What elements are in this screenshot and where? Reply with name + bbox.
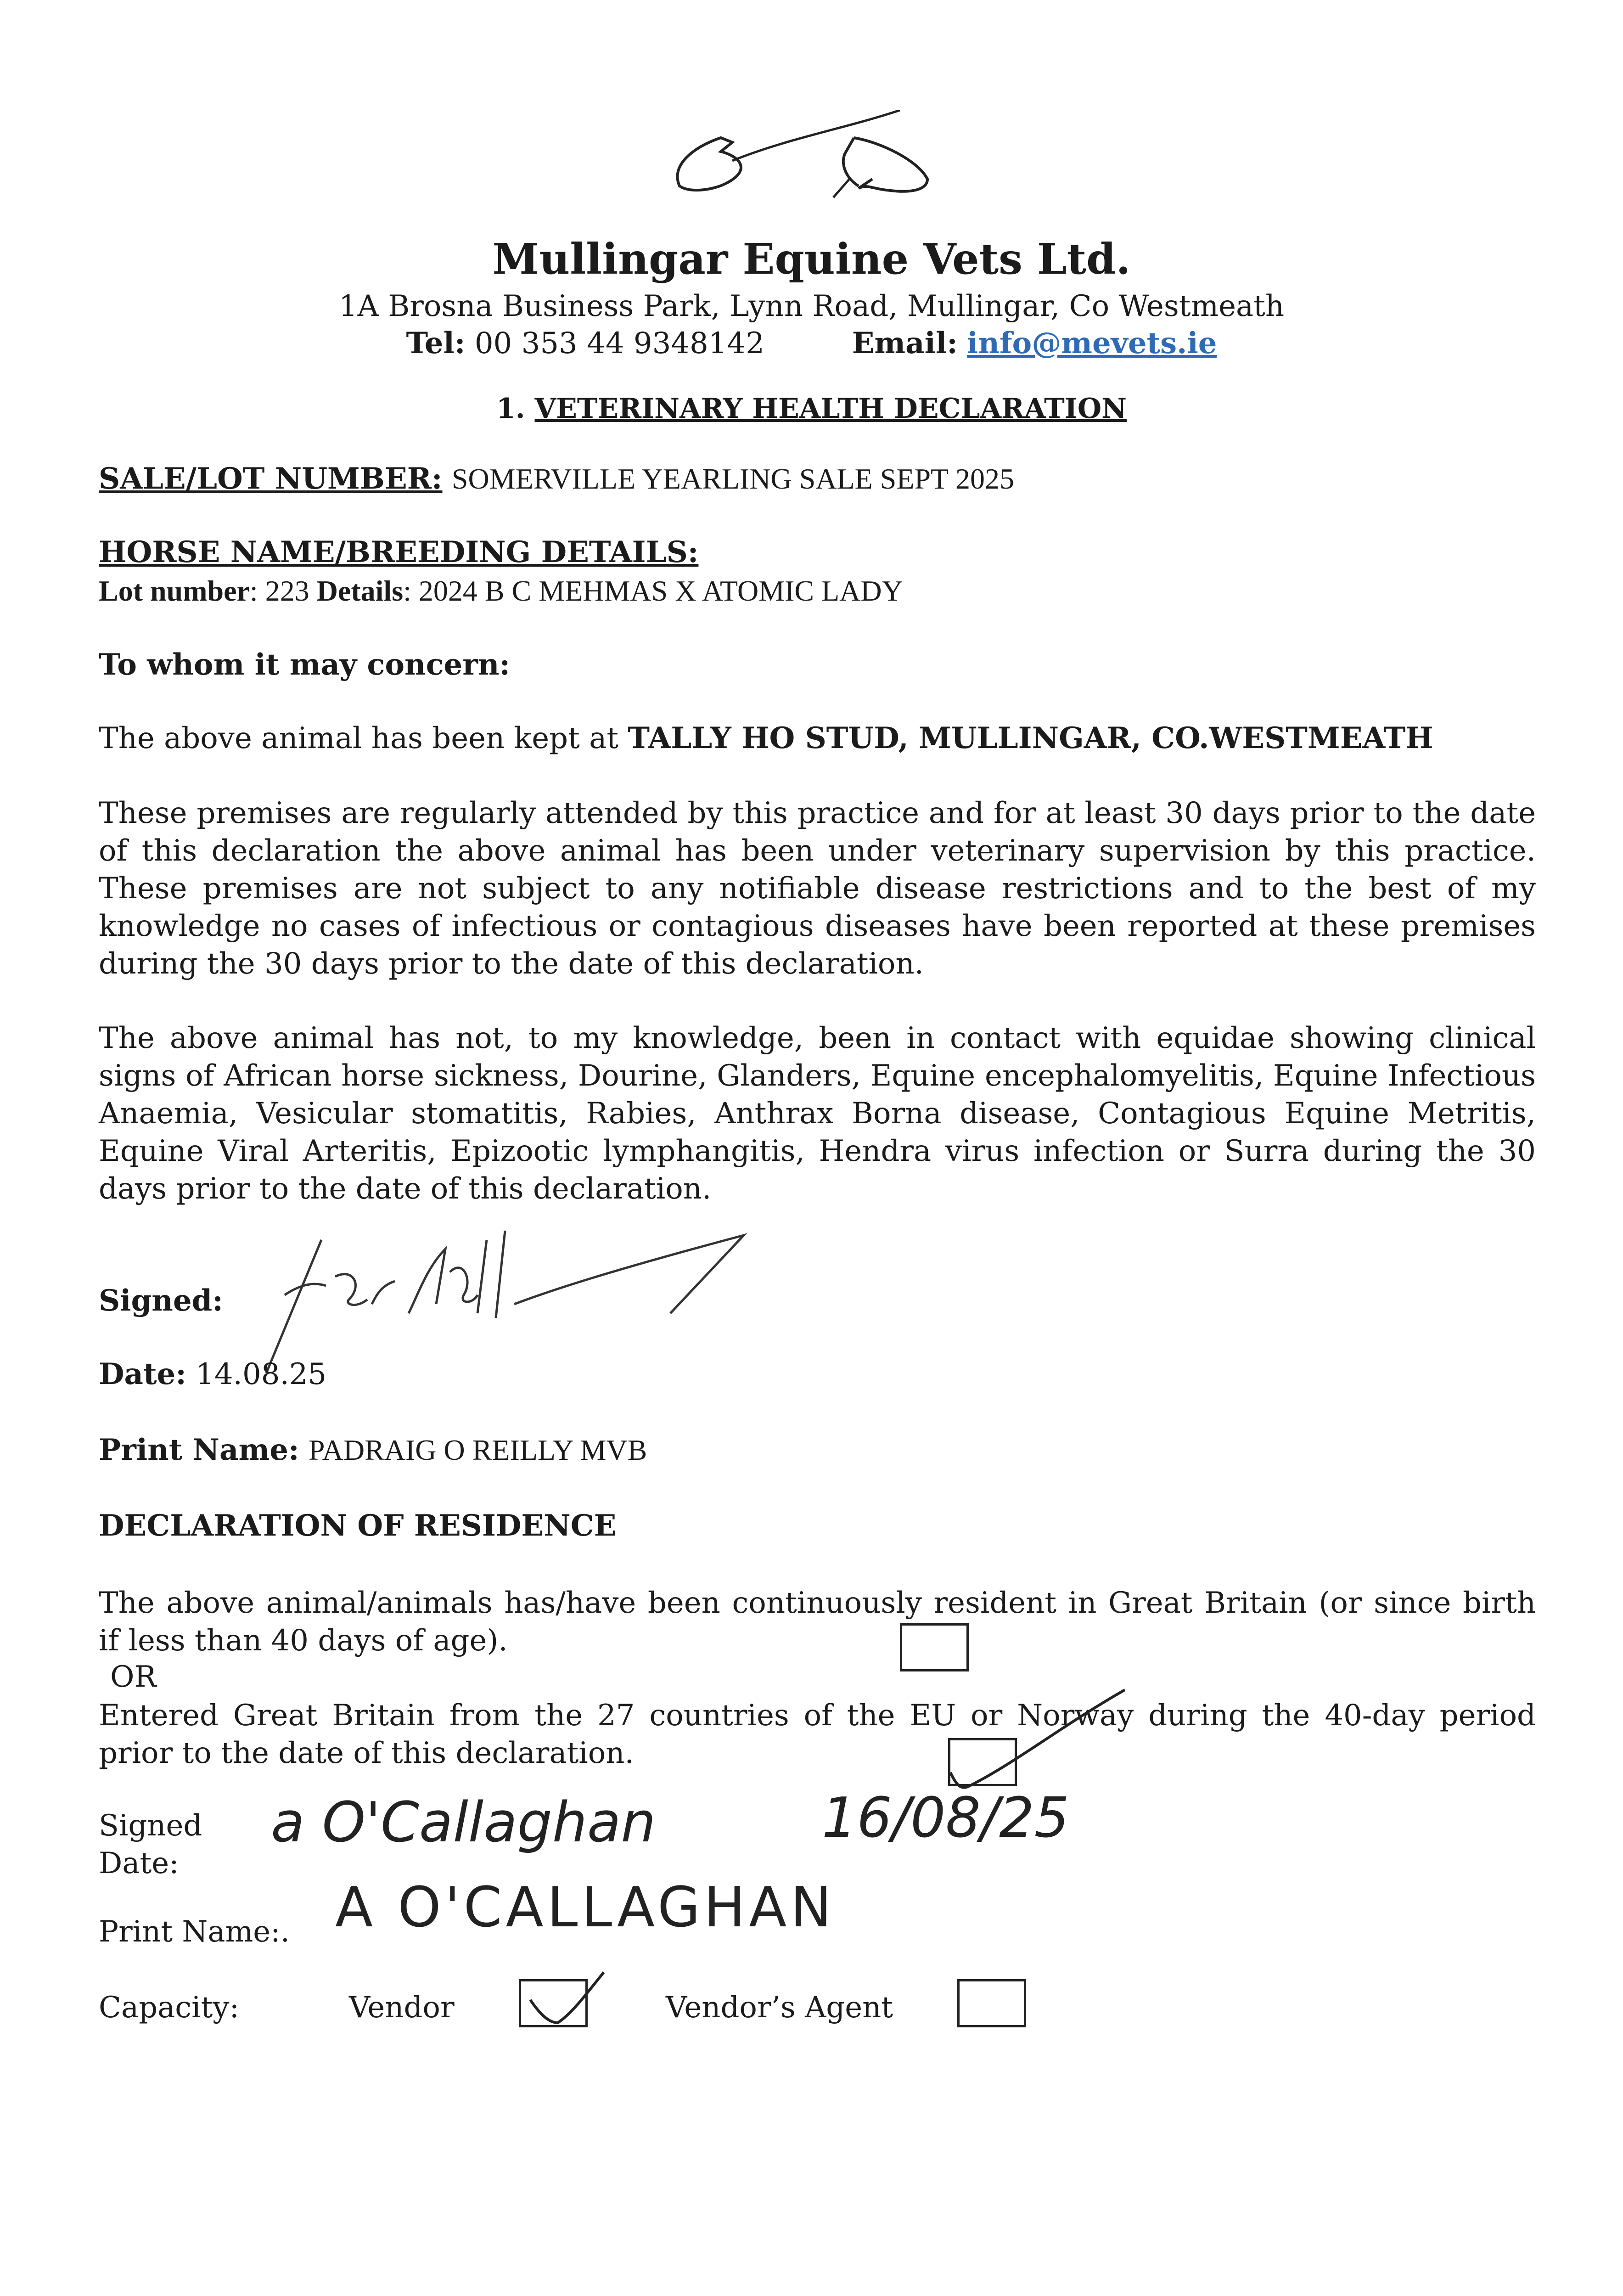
company-contact [0,326,1623,360]
lot-number-label: Lot number [99,574,250,607]
sale-lot-value: SOMERVILLE YEARLING SALE SEPT 2025 [451,462,1014,495]
section-heading: VETERINARY HEALTH DECLARATION [534,393,1127,425]
checkmark-icon [526,1968,608,2032]
vendor-checkbox[interactable] [519,1979,588,2027]
vendor-label: Vendor [349,1991,455,2025]
section-number: 1. [496,393,525,425]
tel-value: 00 353 44 9348142 [474,326,764,360]
vet-print-name-value: PADRAIG O REILLY MVB [308,1434,647,1466]
details-value: : 2024 B C MEHMAS X ATOMIC LADY [403,574,903,607]
vendor-print-name-handwritten: A O'CALLAGHAN [335,1876,836,1940]
vet-date-value: 14.08.25 [196,1357,327,1391]
residence-option1-checkbox[interactable] [900,1623,969,1671]
premises-paragraph: These premises are regularly attended by this practice and for at least 30 days prior to the date of this declaration the above animal has been under veterinary supervision by this practice. These premises are not subject to any notifiable disease restrictions and to the best of my knowledge no cases of infectious or contagious diseases have been reported at these premises during the 30 days prior to the date of this declaration. [99,796,1536,981]
horse-details-label: HORSE NAME/BREEDING DETAILS: [99,535,699,569]
email-link[interactable]: info@mevets.ie [967,326,1217,360]
contact-paragraph: The above animal has not, to my knowledge, been in contact with equidae showing clinical signs of African horse sickness, Dourine, Glanders, Equine encephalomyelitis, Equine Infectious Anaemia, Vesicular stomatitis, Rabies, Anthrax Borna disease, Contagious Equine Metritis, Equine Viral Arteritis, Epizootic lymphangitis, Hendra virus infection or Surra during the 30 days prior to the date of this declaration. [99,1021,1536,1206]
kept-at-place: TALLY HO STUD, MULLINGAR, CO.WESTMEATH [628,721,1433,755]
residence-option2-text: Entered Great Britain from the 27 countries of the EU or Norway during the 40-day period prior to the date of this declaration. [99,1699,1536,1770]
sale-lot-label: SALE/LOT NUMBER: [99,461,443,496]
company-name: Mullingar Equine Vets Ltd. [492,234,1131,284]
salutation: To whom it may concern: [99,647,511,682]
kept-at-prefix: The above animal has been kept at [99,721,619,755]
residence-title: DECLARATION OF RESIDENCE [99,1508,617,1543]
vendor-signed-labels [99,1807,202,1882]
vendor-print-name-label: Print Name:. [99,1915,290,1949]
vet-print-name-row [99,1433,647,1467]
vendor-signature: a O'Callaghan [271,1791,656,1855]
kept-at-row [99,721,1433,755]
vet-signed-label: Signed: [99,1283,223,1318]
vendor-date-label: Date: [99,1846,179,1880]
capacity-label: Capacity: [99,1991,239,2025]
or-text: OR [110,1660,157,1694]
vet-print-name-label: Print Name: [99,1433,299,1467]
details-label: Details [316,574,404,607]
vet-signature [257,1212,762,1387]
sale-lot-row [99,461,1014,496]
residence-option1-text: The above animal/animals has/have been continuously resident in Great Britain (or since birth if less than 40 days of age). [99,1586,1536,1658]
horse-heads-logo-icon [652,110,946,216]
vet-date-row [99,1357,326,1391]
vendor-date-handwritten: 16/08/25 [822,1786,1069,1850]
vendor-agent-label: Vendor’s Agent [666,1991,893,2025]
email-label: Email: [852,326,958,360]
section-title [0,393,1623,425]
residence-option2 [99,1697,1536,1772]
residence-option1 [99,1584,1536,1660]
tel-label: Tel: [406,326,466,360]
residence-option2-checkbox[interactable] [948,1738,1017,1786]
vendor-agent-checkbox[interactable] [957,1979,1026,2027]
horse-details-row [99,574,903,608]
checkmark-icon [946,1690,1129,1795]
company-address: 1A Brosna Business Park, Lynn Road, Mullingar, Co Westmeath [338,289,1285,323]
vet-date-label: Date: [99,1357,186,1391]
lot-number-value: : 223 [249,574,309,607]
vendor-signed-label: Signed [99,1809,202,1843]
